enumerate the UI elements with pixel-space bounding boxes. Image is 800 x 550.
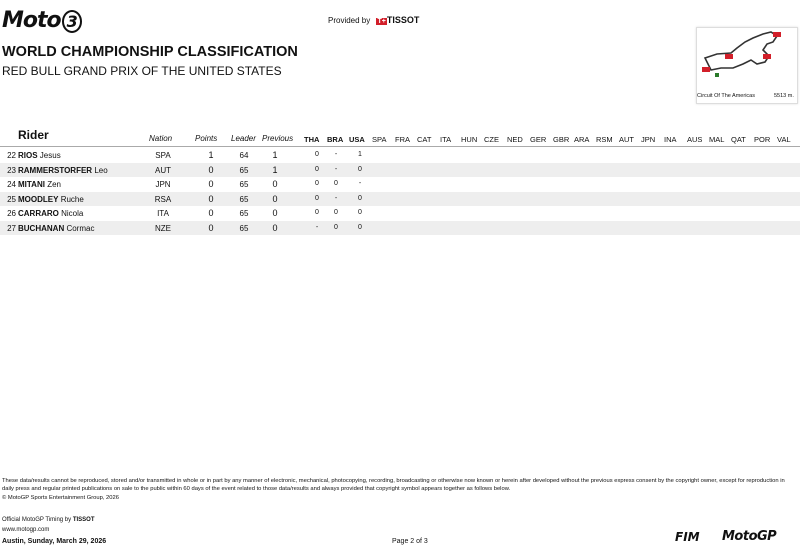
rider-name bbox=[18, 224, 94, 233]
rider-name bbox=[18, 209, 83, 218]
rider-bra: 0 bbox=[334, 223, 338, 231]
rider-position: 26 bbox=[7, 209, 16, 218]
copyright: © MotoGP Sports Entertainment Group, 2026 bbox=[2, 494, 119, 501]
rider-firstname: Nicola bbox=[61, 209, 84, 218]
col-event-fra: FRA bbox=[395, 135, 410, 144]
table-row bbox=[0, 177, 800, 192]
rider-usa: - bbox=[358, 180, 362, 187]
rider-nation: NZE bbox=[155, 223, 171, 233]
table-row bbox=[0, 163, 800, 178]
rider-surname: MOODLEY bbox=[18, 194, 59, 204]
rider-usa: 0 bbox=[358, 209, 362, 216]
col-event-ina: INA bbox=[664, 135, 677, 144]
rider-position: 24 bbox=[7, 180, 16, 189]
col-event-ned: NED bbox=[507, 135, 523, 144]
event-date: Austin, Sunday, March 29, 2026 bbox=[2, 538, 107, 545]
rider-position: 25 bbox=[7, 194, 16, 204]
rider-surname: MITANI bbox=[18, 180, 45, 189]
rider-tha: 0 bbox=[315, 194, 319, 202]
rider-tha: 0 bbox=[315, 180, 319, 187]
page-title: WORLD CHAMPIONSHIP CLASSIFICATION bbox=[2, 44, 298, 60]
rider-previous: 1 bbox=[272, 164, 278, 175]
rider-name bbox=[18, 166, 108, 175]
table-row bbox=[0, 221, 800, 236]
rider-usa: 0 bbox=[358, 165, 362, 173]
rider-tha: 0 bbox=[315, 165, 319, 173]
moto3-logo bbox=[2, 8, 82, 33]
rider-firstname: Zen bbox=[47, 180, 61, 189]
rider-points: 0 bbox=[208, 208, 214, 218]
col-event-ita: ITA bbox=[440, 135, 452, 144]
rider-position: 23 bbox=[7, 165, 16, 175]
sector-marker-icon bbox=[773, 32, 781, 37]
official-timing bbox=[2, 517, 94, 523]
rider-leader-gap: 65 bbox=[239, 209, 249, 218]
rider-leader-gap: 65 bbox=[239, 223, 249, 233]
col-previous: Previous bbox=[262, 134, 294, 143]
rider-nation: SPA bbox=[155, 151, 171, 160]
rider-points: 0 bbox=[208, 179, 214, 189]
col-rider: Rider bbox=[18, 128, 49, 142]
col-leader: Leader bbox=[231, 134, 256, 143]
rider-name bbox=[18, 180, 61, 189]
col-event-rsm: RSM bbox=[596, 135, 613, 144]
tissot-logo bbox=[376, 15, 419, 25]
rider-surname: RAMMERSTORFER bbox=[18, 165, 93, 175]
col-event-bra: BRA bbox=[327, 135, 344, 144]
rider-nation: AUT bbox=[155, 165, 171, 175]
page-subtitle: RED BULL GRAND PRIX OF THE UNITED STATES bbox=[2, 64, 282, 78]
col-points: Points bbox=[195, 134, 218, 143]
rider-firstname: Cormac bbox=[66, 223, 95, 233]
col-event-ger: GER bbox=[530, 135, 547, 144]
circuit-length: 5513 m. bbox=[774, 93, 794, 99]
col-event-jpn: JPN bbox=[641, 135, 656, 144]
rider-bra: - bbox=[334, 151, 338, 158]
col-event-cat: CAT bbox=[417, 135, 432, 144]
rider-name bbox=[18, 195, 84, 204]
rider-nation: JPN bbox=[155, 180, 171, 189]
col-event-tha: THA bbox=[304, 135, 320, 144]
logo-text: Moto bbox=[2, 8, 61, 33]
disclaimer bbox=[2, 477, 792, 502]
tissot-mark: T+ bbox=[377, 18, 386, 25]
rider-points: 0 bbox=[208, 164, 214, 175]
sector-marker-icon bbox=[725, 54, 733, 59]
table-row bbox=[0, 206, 800, 221]
rider-usa: 0 bbox=[358, 194, 362, 202]
official-timing-label: Official MotoGP Timing by bbox=[2, 517, 72, 523]
col-nation: Nation bbox=[149, 134, 173, 143]
tissot-text: TISSOT bbox=[386, 15, 420, 25]
rider-leader-gap: 64 bbox=[239, 151, 249, 160]
col-event-por: POR bbox=[754, 135, 771, 144]
rider-leader-gap: 65 bbox=[239, 165, 249, 175]
rider-firstname: Ruche bbox=[60, 194, 84, 204]
rider-tha: 0 bbox=[315, 209, 319, 216]
rider-usa: 1 bbox=[358, 151, 362, 158]
col-event-hun: HUN bbox=[461, 135, 478, 144]
rider-bra: 0 bbox=[334, 180, 338, 187]
rider-previous: 0 bbox=[272, 222, 278, 233]
rider-bra: - bbox=[334, 165, 338, 173]
circuit-map-icon bbox=[697, 28, 797, 103]
rider-previous: 0 bbox=[272, 179, 278, 189]
rider-points: 0 bbox=[208, 222, 214, 233]
col-event-gbr: GBR bbox=[553, 135, 570, 144]
start-line-icon bbox=[715, 73, 719, 77]
col-event-mal: MAL bbox=[709, 135, 725, 144]
rider-tha: 0 bbox=[315, 151, 319, 158]
rider-position: 22 bbox=[7, 151, 16, 160]
table-header bbox=[0, 128, 800, 147]
provided-by-label: Provided by bbox=[328, 16, 371, 25]
col-event-aus: AUS bbox=[687, 135, 703, 144]
rider-position: 27 bbox=[7, 223, 16, 233]
fim-logo: FIM bbox=[675, 530, 700, 544]
disclaimer-text: These data/results cannot be reproduced, stored and/or transmitted in whole or in part by any manner of electronic, mechanical, photocopying, recording, broadcasting or otherwise now known or herein after developed without the previous express consent by the copyright owner, except for reproduction in daily press and regular printed publications on sale to the public within 60 days of the event related to those data/results and always provided that copyright symbol appears together as follows below. bbox=[2, 478, 785, 493]
sector-marker-icon bbox=[763, 54, 771, 59]
col-event-qat: QAT bbox=[731, 135, 746, 144]
rider-previous: 0 bbox=[272, 193, 278, 204]
rider-nation: RSA bbox=[154, 194, 172, 204]
rider-name bbox=[18, 151, 61, 160]
rider-leader-gap: 65 bbox=[239, 194, 249, 204]
rider-firstname: Leo bbox=[94, 165, 108, 175]
col-event-ara: ARA bbox=[574, 135, 590, 144]
logo-number: 3 bbox=[62, 10, 82, 33]
sector-marker-icon bbox=[702, 67, 710, 72]
col-event-spa: SPA bbox=[372, 135, 387, 144]
website[interactable]: www.motogp.com bbox=[2, 527, 50, 533]
col-event-val: VAL bbox=[777, 135, 791, 144]
page-number: Page 2 of 3 bbox=[392, 538, 428, 545]
rider-bra: 0 bbox=[334, 209, 338, 216]
rider-tha: - bbox=[315, 223, 319, 231]
rider-points: 1 bbox=[208, 150, 214, 160]
table-row bbox=[0, 148, 800, 163]
classification-table bbox=[0, 148, 800, 235]
table-row bbox=[0, 192, 800, 207]
rider-surname: RIOS bbox=[18, 151, 38, 160]
col-event-cze: CZE bbox=[484, 135, 499, 144]
rider-surname: BUCHANAN bbox=[18, 223, 65, 233]
rider-surname: CARRARO bbox=[18, 209, 59, 218]
rider-firstname: Jesus bbox=[39, 151, 61, 160]
motogp-logo: MotoGP bbox=[722, 529, 777, 544]
circuit-name: Circuit Of The Americas bbox=[697, 93, 755, 99]
rider-leader-gap: 65 bbox=[239, 180, 249, 189]
rider-bra: - bbox=[334, 194, 338, 202]
provided-by bbox=[328, 15, 419, 25]
col-event-aut: AUT bbox=[619, 135, 634, 144]
rider-previous: 1 bbox=[272, 150, 278, 160]
rider-previous: 0 bbox=[272, 208, 278, 218]
rider-nation: ITA bbox=[157, 209, 169, 218]
col-event-usa: USA bbox=[349, 135, 365, 144]
rider-usa: 0 bbox=[358, 223, 362, 231]
rider-points: 0 bbox=[208, 193, 214, 204]
timing-sponsor: TISSOT bbox=[72, 517, 95, 523]
